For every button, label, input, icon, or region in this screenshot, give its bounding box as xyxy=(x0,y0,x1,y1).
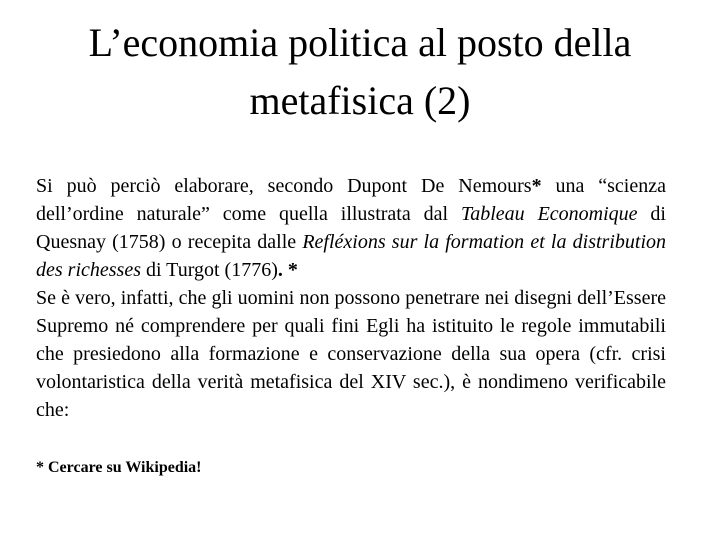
paragraph-2: Se è vero, infatti, che gli uomini non possono penetrare nei disegni dell’Essere Supremo né comprendere per quali fini Egli ha istituito le regole immutabili che presiedono alla formazione e conservazione della sua opera (cfr. crisi volontaristica della verità metafisica del XIV sec.), è nondimeno verificabile che: xyxy=(36,287,666,421)
paragraph-1-text-b: una “scienza dell’ordine naturale” come quella illustrata dal xyxy=(36,175,666,225)
slide-title xyxy=(20,14,700,130)
slide-title-line-1: L’economia politica al posto della xyxy=(88,20,632,65)
reflexions-title: Refléxions sur la formation et la distribution des richesses xyxy=(36,231,666,281)
paragraph-1 xyxy=(36,172,666,284)
tableau-economique-title: Tableau Economique xyxy=(460,203,638,225)
footnote-marker-2: . * xyxy=(277,259,298,281)
paragraph-1-text-d: di Turgot (1776) xyxy=(140,259,278,281)
footnote-marker-1: * xyxy=(531,175,542,197)
paragraph-1-text-a: Si può perciò elaborare, secondo Dupont De Nemours xyxy=(36,175,532,197)
slide-title-line-2: metafisica (2) xyxy=(249,78,471,123)
paragraph-1-text-c: di Quesnay (1758) o recepita dalle xyxy=(36,203,666,253)
slide-body xyxy=(36,172,666,424)
footnote: * Cercare su Wikipedia! xyxy=(36,459,202,476)
